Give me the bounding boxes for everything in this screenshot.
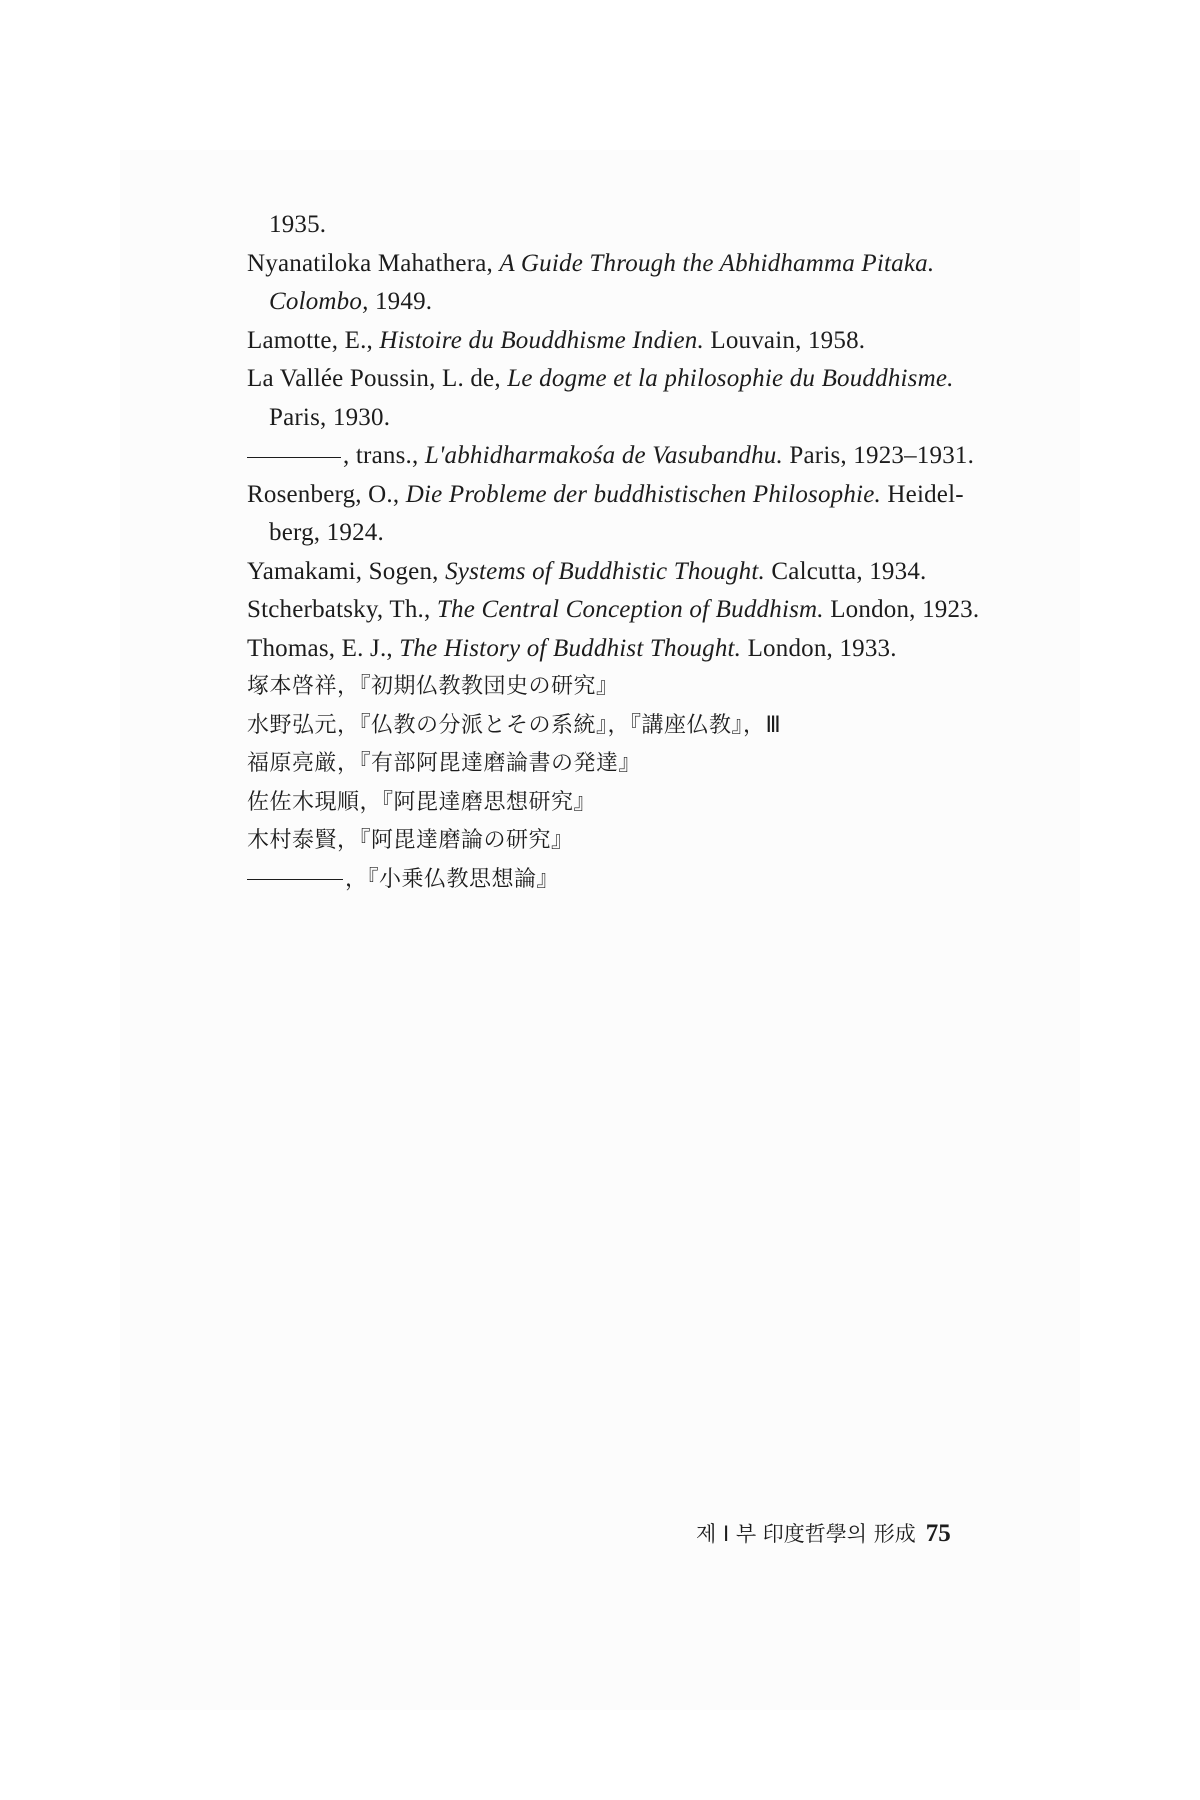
- page-number: 75: [925, 1520, 951, 1547]
- entry-text: Thomas, E. J.,: [247, 634, 400, 662]
- entry-title: Die Probleme der buddhistischen Philosophie.: [405, 480, 881, 508]
- entry-text: La Vallée Poussin, L. de,: [247, 365, 508, 392]
- entry-title: Le dogme et la philosophie du Bouddhisme.: [507, 365, 954, 392]
- entry-text: ，『小乗仏教思想論』: [345, 866, 560, 892]
- entry-text: 佐佐木現順，『阿毘達磨思想研究』: [247, 789, 597, 815]
- entry-text: 塚本啓祥，『初期仏教教団史の研究』: [247, 674, 619, 699]
- bibliography-entry: [247, 399, 1047, 438]
- entry-text: Calcutta, 1934.: [764, 557, 927, 585]
- ditto-dash: [247, 879, 343, 880]
- entry-title: L'abhidharmakośa de Vasubandhu.: [424, 442, 783, 469]
- entry-text: Paris, 1930.: [269, 403, 391, 431]
- entry-text: 1949.: [368, 288, 433, 315]
- entry-text: Lamotte, E.,: [247, 326, 380, 354]
- ditto-dash: [247, 457, 341, 458]
- bibliography-entry: [247, 707, 1047, 746]
- bibliography-entry: [247, 784, 1047, 823]
- entry-text: , trans.,: [343, 442, 425, 469]
- entry-title: A Guide Through the Abhidhamma Pitaka.: [499, 249, 935, 277]
- bibliography-entry: [247, 476, 1047, 515]
- entry-text: Yamakami, Sogen,: [247, 557, 446, 585]
- running-footer: [696, 1518, 1036, 1548]
- entry-text: 福原亮厳，『有部阿毘達磨論書の発達』: [247, 751, 642, 776]
- bibliography-entry: [247, 745, 1047, 784]
- bibliography-entry: [247, 514, 1047, 553]
- bibliography-entry: [247, 322, 1047, 361]
- entry-text: 木村泰賢，『阿毘達磨論の研究』: [247, 828, 574, 853]
- entry-text: Stcherbatsky, Th.,: [247, 596, 437, 623]
- bibliography-entry: [247, 591, 1047, 630]
- entry-title: Colombo,: [269, 288, 369, 315]
- bibliography-entry: [247, 668, 1047, 707]
- entry-text: 1935.: [269, 211, 327, 238]
- entry-text: Heidel-: [880, 480, 964, 508]
- bibliography-entry: [247, 630, 1047, 669]
- entry-text: berg, 1924.: [269, 519, 384, 546]
- bibliography-entry: [247, 822, 1047, 861]
- entry-text: London, 1923.: [823, 596, 980, 623]
- entry-title: Histoire du Bouddhisme Indien.: [379, 326, 704, 354]
- entry-text: Louvain, 1958.: [703, 326, 866, 354]
- bibliography-entry: [247, 437, 1047, 476]
- bibliography-entry: [247, 861, 1047, 900]
- entry-title: The Central Conception of Buddhism.: [436, 596, 824, 623]
- bibliography-entry: [247, 245, 1047, 284]
- running-head: 제 I 부 印度哲學의 形成: [696, 1522, 916, 1546]
- bibliography-entry: [247, 360, 1047, 399]
- bibliography-entry: [247, 206, 1047, 245]
- entry-title: Systems of Buddhistic Thought.: [445, 557, 765, 585]
- bibliography-entry: [247, 553, 1047, 592]
- entry-title: The History of Buddhist Thought.: [399, 634, 742, 662]
- entry-text: London, 1933.: [741, 634, 897, 662]
- entry-text: Paris, 1923–1931.: [782, 442, 975, 469]
- entry-text: Nyanatiloka Mahathera,: [247, 249, 500, 277]
- bibliography-entry: [247, 283, 1047, 322]
- bibliography-list: [247, 206, 1047, 899]
- entry-text: 水野弘元，『仏教の分派とその系統』，『講座仏教』，Ⅲ: [247, 712, 782, 738]
- entry-text: Rosenberg, O.,: [247, 480, 406, 508]
